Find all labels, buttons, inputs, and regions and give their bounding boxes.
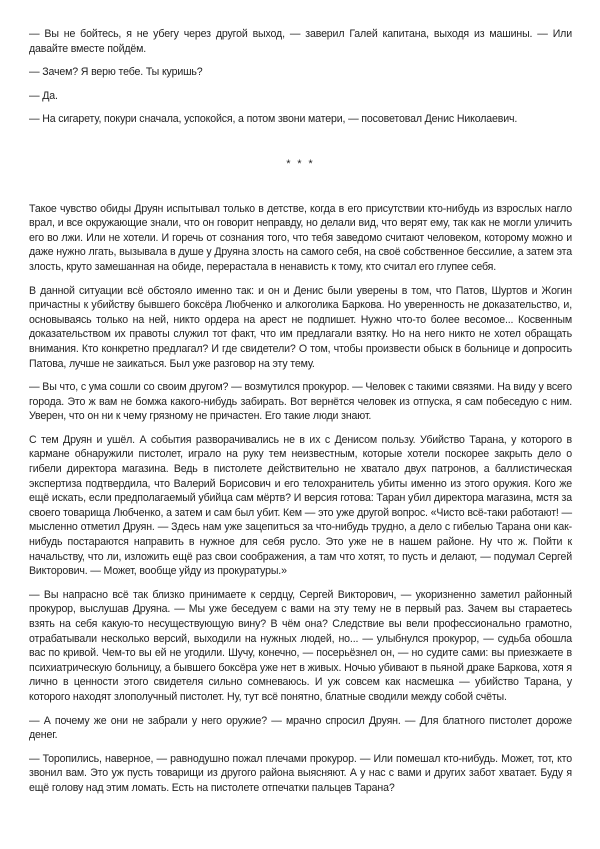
paragraph: — На сигарету, покури сначала, успокойся, а потом звони матери, — посоветовал Денис Николаевич. (29, 113, 518, 126)
paragraph: — А почему же они не забрали у него оружие? — мрачно спросил Друян. — Для блатного пистолет дороже денег. (29, 714, 572, 742)
paragraph: — Вы что, с ума сошли со своим другом? — возмутился прокурор. — Человек с такими связями. На виду у всего города. Это ж вам не бомжа какого-нибудь забирать. Вот вернётся человек из отпуска, я сам побеседую с ним. Уверен, что он ни к чему грязному не причастен. Его такие люди знают. (29, 381, 572, 423)
paragraph: — Вы не бойтесь, я не убегу через другой выход, — заверил Галей капитана, выходя из машины. — Или давайте вместе пойдём. (29, 28, 572, 55)
document-page (29, 27, 572, 805)
paragraph: Такое чувство обиды Друян испытывал только в детстве, когда в его присутствии кто-нибудь из взрослых нагло врал, и все окружающие знали, что он говорит неправду, но делали вид, что верят ему, так как не могли уличить его во лжи. Или не хотели. И горечь от сознания того, что тебя заведомо считают человеком, которому можно и даже нужно лгать, вызывала в душе у Друяна злость на самого себя, на своё собственное бессилие, а затем эта злость, круто замешанная на обиде, перерастала в ненависть к тому, кто считал его глупее себя. (29, 202, 572, 273)
paragraph: — Да. (29, 89, 58, 102)
section-separator: * * * (286, 157, 315, 170)
paragraph: — Вы напрасно всё так близко принимаете к сердцу, Сергей Викторович, — укоризненно заметил районный прокурор, выслушав Друяна. — Мы уже беседуем с вами на эту тему не в первый раз. Зачем вы стараетесь взять на себя какую-то несуществующую вину? В чём она? Следствие вы вели профессионально грамотно, отрабатывали несколько версий, выходили на нужных людей, но... — улыбнулся прокурор, — судьба обошла вас по кривой. Чем-то вы ей не угодили. Шучу, конечно, — посерьёзнел он, — но судите сами: вы приезжаете в психиатрическую больницу, а бывшего боксёра уже нет в живых. Ночью убивают в пьяной драке Баркова, хотя я лично в ценности этого свидетеля сильно сомневаюсь. И уж совсем как насмешка — убийство Тарана, у которого находят злополучный пистолет. Ну, тут всё понятно, блатные сводили между собой счёты. (29, 588, 572, 703)
paragraph: — Торопились, наверное, — равнодушно пожал плечами прокурор. — Или помешал кто-нибудь. Может, тот, кто звонил вам. Это уж пусть товарищи из другого района выясняют. А у нас с вами и других забот хватает. Буду я ещё голову над этим ломать. Есть на пистолете отпечатки пальцев Тарана? (29, 752, 572, 794)
paragraph: С тем Друян и ушёл. А события разворачивались не в их с Денисом пользу. Убийство Тарана, у которого в кармане обнаружили пистолет, играло на руку тем неизвестным, которые хотели поскорее закрыть дело о гибели директора магазина. Ведь в пистолете действительно не хватало двух патронов, а баллистическая экспертиза подтвердила, что Валерий Борисович и его телохранитель убиты именно из этого оружия. Кого же ещё искать, если предполагаемый убийца сам мёртв? И версия готова: Таран убил директора магазина, мстя за своего товарища Любченко, а затем и сам был убит. Кем — это уже другой вопрос. «Чисто всё-таки работают! — мысленно отметил Друян. — Здесь нам уже зацепиться за что-нибудь трудно, а дело с гибелью Тарана они как-нибудь постараются направить в нужное для себя русло. Это уже не в нашем районе. Ну что ж. Пойти к начальству, что ли, изложить ещё раз свои соображения, а там что хотят, то пусть и делают, — подумал Сергей Викторович. — Может, вообще уйду из прокуратуры.» (29, 433, 572, 578)
paragraph: — Зачем? Я верю тебе. Ты куришь? (29, 66, 203, 79)
paragraph: В данной ситуации всё обстояло именно так: и он и Денис были уверены в том, что Патов, Шуртов и Жогин причастны к убийству бывшего боксёра Любченко и алкоголика Баркова. Но уверенность не доказательство, и, основываясь только на ней, никто ордера на арест не подпишет. Нужно что-то более весомое... Косвенным доказательством их правоты служил тот факт, что им предлагали взятку. Но на него никто не хотел обращать внимания. Кто конкретно предлагал? И где свидетели? О том, чтобы произвести обыск в больнице и допросить Патова, лучше не заикаться. Был уже разговор на эту тему. (29, 284, 572, 370)
